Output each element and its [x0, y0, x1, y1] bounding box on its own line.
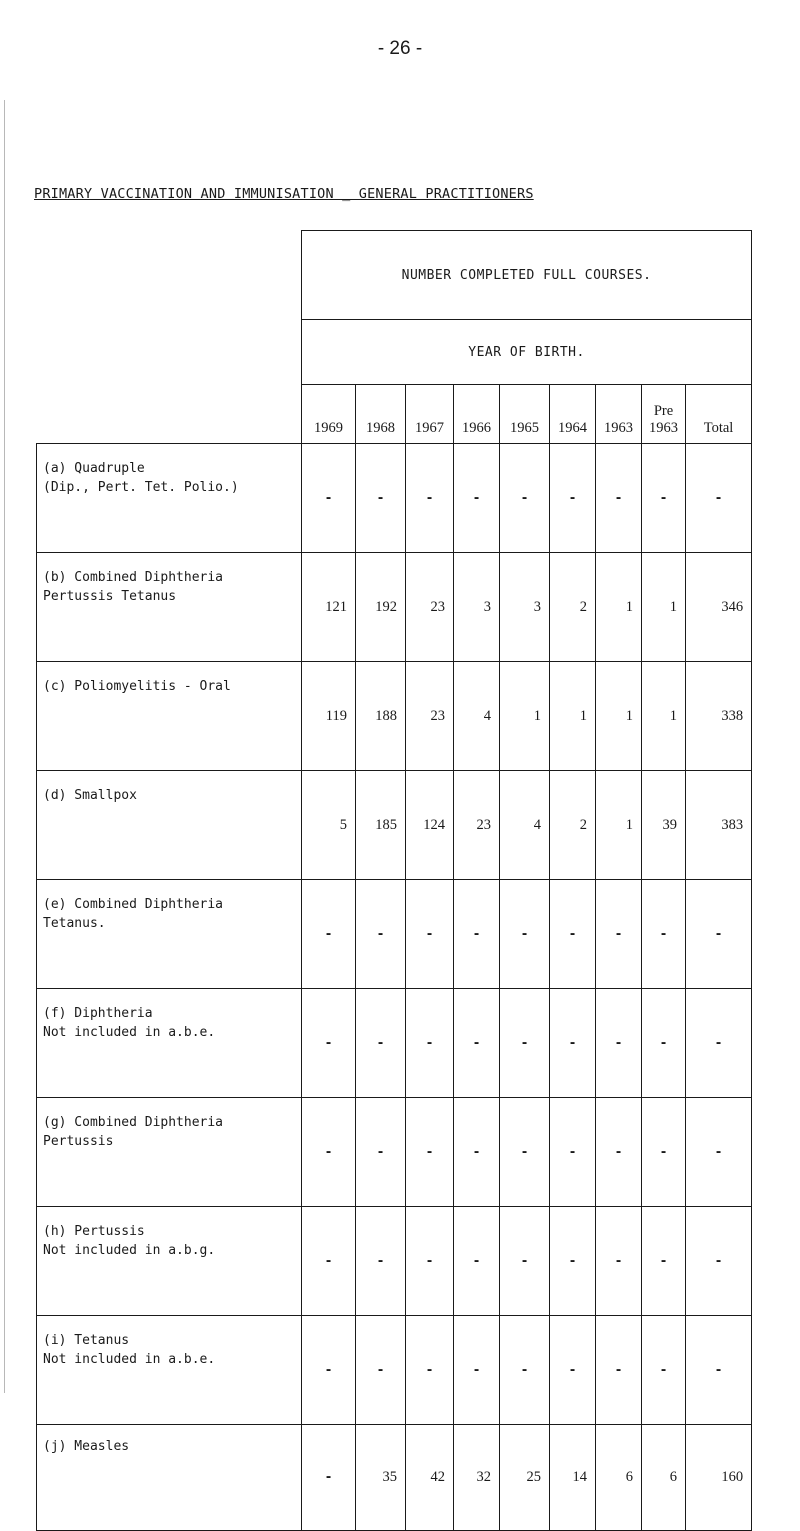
row-label: (e) Combined Diphtheria Tetanus.: [37, 880, 302, 989]
table-row: [37, 880, 752, 989]
table-row: [37, 553, 752, 662]
table-cell: 1: [500, 662, 550, 771]
column-header: 1965: [500, 385, 550, 444]
table-cell: -: [500, 1207, 550, 1316]
table-cell: -: [302, 1207, 356, 1316]
table-corner-cell: [37, 231, 302, 444]
table-cell: 124: [406, 771, 454, 880]
table-cell: -: [686, 880, 752, 989]
table-cell: -: [550, 880, 596, 989]
table-cell: 14: [550, 1425, 596, 1531]
group-header: NUMBER COMPLETED FULL COURSES.: [302, 231, 752, 320]
page-heading: PRIMARY VACCINATION AND IMMUNISATION _ GENERAL PRACTITIONERS: [34, 186, 534, 202]
table-cell: -: [406, 880, 454, 989]
table-cell: -: [302, 1316, 356, 1425]
table-body: [37, 444, 752, 1531]
table-cell: -: [596, 1316, 642, 1425]
table-cell: -: [356, 989, 406, 1098]
table-cell: -: [642, 1098, 686, 1207]
column-header: Total: [686, 385, 752, 444]
table-cell: 3: [454, 553, 500, 662]
table-cell: 32: [454, 1425, 500, 1531]
table-cell: 42: [406, 1425, 454, 1531]
table-cell: -: [454, 1207, 500, 1316]
table-cell: 3: [500, 553, 550, 662]
table-cell: -: [686, 1207, 752, 1316]
table-cell: 23: [406, 662, 454, 771]
table-cell: -: [406, 1207, 454, 1316]
table-cell: -: [642, 1207, 686, 1316]
table-cell: -: [642, 1316, 686, 1425]
table-cell: -: [550, 989, 596, 1098]
column-header: 1964: [550, 385, 596, 444]
table-cell: 160: [686, 1425, 752, 1531]
table-cell: -: [356, 1207, 406, 1316]
table-cell: -: [550, 1098, 596, 1207]
table-cell: -: [500, 444, 550, 553]
table-cell: -: [596, 989, 642, 1098]
row-label: (h) Pertussis Not included in a.b.g.: [37, 1207, 302, 1316]
table-cell: 2: [550, 771, 596, 880]
table-cell: -: [302, 1425, 356, 1531]
table-row: [37, 662, 752, 771]
column-header: 1968: [356, 385, 406, 444]
table-cell: -: [406, 1316, 454, 1425]
table-cell: -: [596, 1207, 642, 1316]
table-cell: 2: [550, 553, 596, 662]
table-cell: -: [500, 1098, 550, 1207]
table-cell: -: [686, 444, 752, 553]
table-cell: -: [356, 1316, 406, 1425]
table-cell: -: [642, 989, 686, 1098]
table-cell: -: [686, 1316, 752, 1425]
row-label: (g) Combined Diphtheria Pertussis: [37, 1098, 302, 1207]
row-label: (d) Smallpox: [37, 771, 302, 880]
table-cell: 192: [356, 553, 406, 662]
table-cell: -: [454, 880, 500, 989]
table-cell: 4: [500, 771, 550, 880]
table-cell: 119: [302, 662, 356, 771]
table-cell: 1: [596, 553, 642, 662]
column-header: 1966: [454, 385, 500, 444]
table-cell: -: [302, 444, 356, 553]
table-cell: 5: [302, 771, 356, 880]
table-cell: -: [302, 989, 356, 1098]
table-cell: 121: [302, 553, 356, 662]
table-cell: -: [454, 989, 500, 1098]
row-label: (f) Diphtheria Not included in a.b.e.: [37, 989, 302, 1098]
scan-edge-line: [4, 100, 5, 1393]
table-cell: -: [596, 1098, 642, 1207]
table-cell: 4: [454, 662, 500, 771]
table-cell: 346: [686, 553, 752, 662]
table-cell: -: [550, 444, 596, 553]
table-cell: 383: [686, 771, 752, 880]
table-cell: 1: [642, 662, 686, 771]
row-label: (j) Measles: [37, 1425, 302, 1531]
table-row: [37, 1098, 752, 1207]
row-label: (b) Combined Diphtheria Pertussis Tetanus: [37, 553, 302, 662]
table-cell: -: [356, 1098, 406, 1207]
table-cell: -: [406, 1098, 454, 1207]
row-label: (a) Quadruple (Dip., Pert. Tet. Polio.): [37, 444, 302, 553]
table-cell: -: [686, 989, 752, 1098]
table-cell: -: [406, 444, 454, 553]
table-cell: 35: [356, 1425, 406, 1531]
table-cell: -: [406, 989, 454, 1098]
table-cell: 1: [596, 771, 642, 880]
column-header: Pre 1963: [642, 385, 686, 444]
column-header: 1967: [406, 385, 454, 444]
table-cell: 6: [642, 1425, 686, 1531]
table-cell: -: [454, 444, 500, 553]
table-cell: 338: [686, 662, 752, 771]
table-cell: 1: [642, 553, 686, 662]
column-header: 1969: [302, 385, 356, 444]
table-cell: -: [642, 444, 686, 553]
table-row: [37, 1207, 752, 1316]
row-label: (c) Poliomyelitis - Oral: [37, 662, 302, 771]
table-cell: -: [642, 880, 686, 989]
table-row: [37, 989, 752, 1098]
immunisation-table: [36, 230, 752, 1531]
table-cell: -: [500, 1316, 550, 1425]
table-cell: 23: [454, 771, 500, 880]
table-cell: 39: [642, 771, 686, 880]
row-label: (i) Tetanus Not included in a.b.e.: [37, 1316, 302, 1425]
table-cell: 6: [596, 1425, 642, 1531]
table-cell: 1: [596, 662, 642, 771]
table-cell: 185: [356, 771, 406, 880]
table-cell: -: [454, 1316, 500, 1425]
table-cell: -: [550, 1316, 596, 1425]
table-cell: -: [596, 880, 642, 989]
table-cell: -: [686, 1098, 752, 1207]
table-cell: -: [500, 880, 550, 989]
column-header: 1963: [596, 385, 642, 444]
sub-header: YEAR OF BIRTH.: [302, 320, 752, 385]
table-cell: 23: [406, 553, 454, 662]
table-row: [37, 444, 752, 553]
table-cell: -: [454, 1098, 500, 1207]
table-row: [37, 771, 752, 880]
table-cell: -: [500, 989, 550, 1098]
table-cell: 25: [500, 1425, 550, 1531]
table-cell: -: [302, 880, 356, 989]
table-cell: 1: [550, 662, 596, 771]
table-cell: -: [356, 880, 406, 989]
page-number: - 26 -: [377, 38, 423, 59]
table-row: [37, 1425, 752, 1531]
table-cell: 188: [356, 662, 406, 771]
table-row: [37, 1316, 752, 1425]
table-cell: -: [302, 1098, 356, 1207]
table-cell: -: [356, 444, 406, 553]
table-cell: -: [550, 1207, 596, 1316]
table-cell: -: [596, 444, 642, 553]
